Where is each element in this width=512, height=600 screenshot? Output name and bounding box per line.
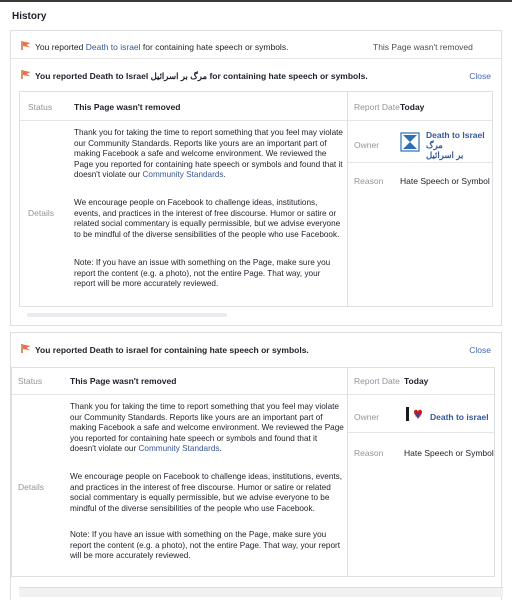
- status-value: This Page wasn't removed: [74, 102, 181, 112]
- report-header-text: You reported Death to Israel مرگ بر اسرائیل for containing hate speech or symbols.: [35, 71, 368, 81]
- report-detail-box: [11, 367, 495, 577]
- report-date-label: Report Date: [354, 102, 400, 112]
- reason-label: Reason: [354, 176, 384, 186]
- report-header-text: You reported Death to israel for containing hate speech or symbols.: [35, 345, 309, 355]
- footer-strip: [19, 587, 503, 597]
- report-date-label: Report Date: [354, 376, 400, 386]
- reason-label: Reason: [354, 448, 384, 458]
- summary-page-link[interactable]: Death to israel: [85, 42, 141, 52]
- community-standards-link[interactable]: Community Standards: [142, 170, 224, 180]
- divider: [348, 432, 494, 433]
- report-header: [11, 337, 501, 361]
- horizontal-scrollbar[interactable]: [27, 313, 227, 317]
- report-panel-2: [10, 332, 502, 600]
- close-button[interactable]: Close: [469, 345, 491, 355]
- summary-status: This Page wasn't removed: [373, 42, 473, 52]
- divider: [348, 120, 492, 121]
- details-paragraph-3: Note: If you have an issue with something on the Page, make sure you report the content (e.g. a photo), not the entire Page. That way, your report will be more accurately reviewed.: [70, 530, 341, 561]
- flag-icon: [21, 69, 32, 80]
- close-button[interactable]: Close: [469, 71, 491, 81]
- report-main-column: [20, 92, 348, 306]
- history-summary-row[interactable]: [11, 31, 501, 59]
- report-meta-column: [348, 92, 492, 306]
- community-standards-link[interactable]: Community Standards: [138, 444, 220, 454]
- divider: [12, 394, 347, 395]
- details-paragraph-1: Thank you for taking the time to report something that you feel may violate our Community Standards. Reports like yours are an important part of making Facebook a safe and welcome environment. We reviewed the Page you reported for containing hate speech or symbols and found that it doesn't violate our Community Standards.: [74, 128, 343, 180]
- details-paragraph-2: We encourage people on Facebook to challenge ideas, institutions, events, and practices in the interest of free discourse. Humor or satire or related social commentary is equally permissible, but we advise everyone to be mindful of the diverse sensibilities of the people who use Facebook.: [70, 472, 343, 513]
- report-date-value: Today: [400, 102, 425, 112]
- owner-link[interactable]: Death to Israel مرگ بر اسرائیل: [426, 130, 485, 160]
- owner-label: Owner: [354, 140, 380, 150]
- divider: [348, 394, 494, 395]
- details-paragraph-2: We encourage people on Facebook to challenge ideas, institutions, events, and practices in the interest of free discourse. Humor or satire or related social commentary is equally permissible, but we advise everyone to be mindful of the diverse sensibilities of the people who use Facebook.: [74, 198, 341, 239]
- status-label: Status: [18, 376, 43, 386]
- owner-label: Owner: [354, 412, 380, 422]
- owner-link[interactable]: Death to israel: [430, 412, 489, 422]
- report-header: [11, 63, 501, 87]
- i-heart-israel-icon[interactable]: [404, 404, 424, 424]
- history-panel: [10, 30, 502, 326]
- details-label: Details: [18, 482, 44, 492]
- summary-text: You reported Death to israel for containing hate speech or symbols.: [35, 42, 289, 52]
- divider: [348, 162, 492, 163]
- status-value: This Page wasn't removed: [70, 376, 177, 386]
- flag-icon: [21, 343, 32, 354]
- reason-value: Hate Speech or Symbol: [400, 176, 490, 186]
- hourglass-logo-icon[interactable]: [400, 132, 420, 152]
- history-title: History: [12, 11, 47, 22]
- status-label: Status: [28, 102, 53, 112]
- details-paragraph-3: Note: If you have an issue with something on the Page, make sure you report the content (e.g. a photo), not the entire Page. That way, your report will be more accurately reviewed.: [74, 258, 331, 289]
- report-main-column: [12, 368, 348, 576]
- details-label: Details: [28, 208, 54, 218]
- details-paragraph-1: Thank you for taking the time to report something that you feel may violate our Community Standards. Reports like yours are an important part of making Facebook a safe and welcome environment. We reviewed the Page you reported for containing hate speech or symbols and found that it doesn't violate our Community Standards.: [70, 402, 344, 454]
- top-border: [0, 0, 512, 2]
- report-detail-box: [19, 91, 493, 307]
- report-meta-column: [348, 368, 494, 576]
- divider: [20, 120, 347, 121]
- report-date-value: Today: [404, 376, 429, 386]
- reason-value: Hate Speech or Symbol: [404, 448, 494, 458]
- flag-icon: [21, 40, 32, 51]
